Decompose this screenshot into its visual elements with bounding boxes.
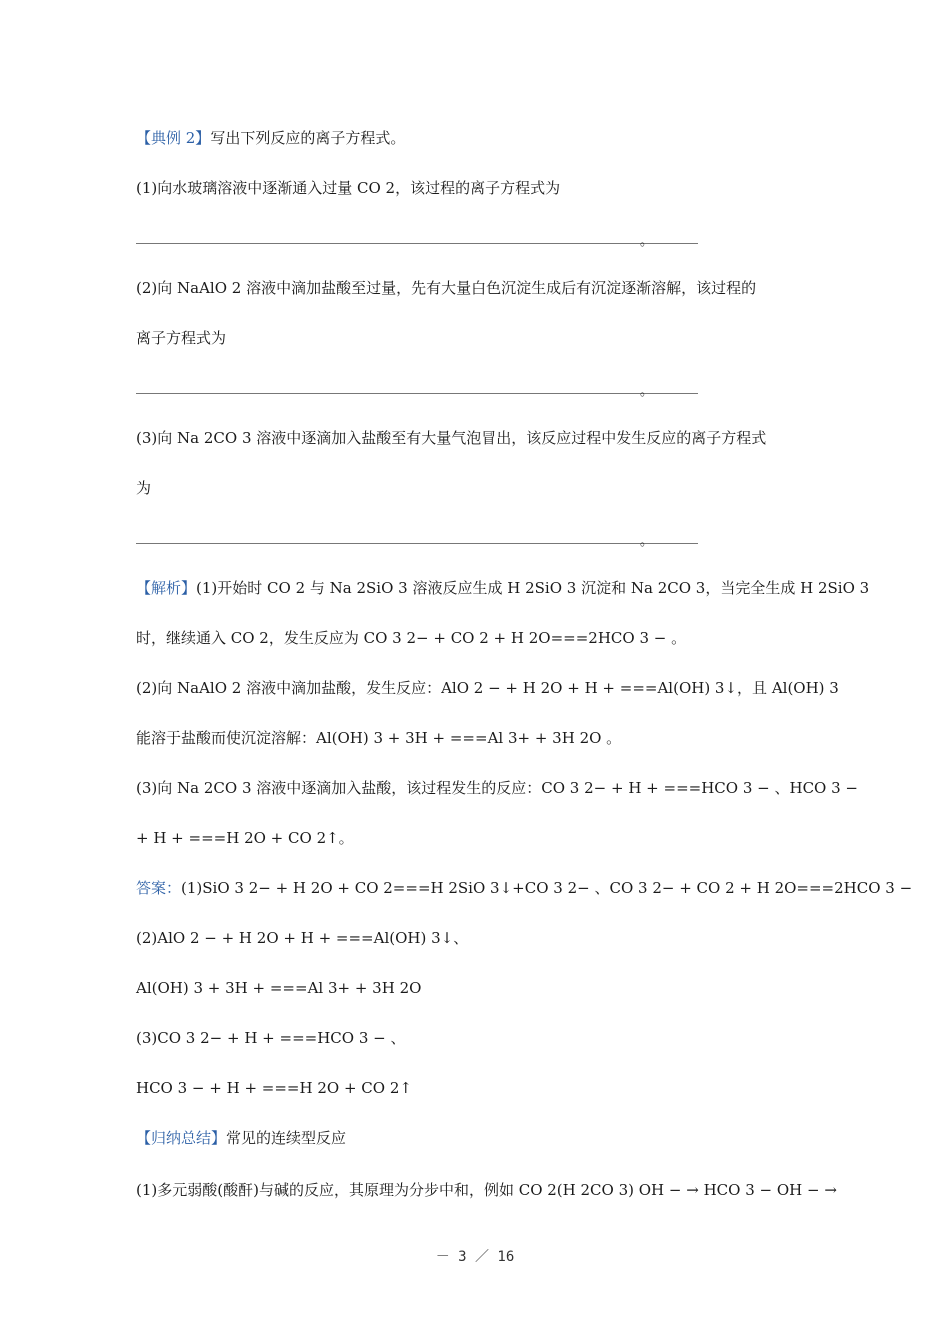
answer-blank-3	[136, 543, 698, 544]
answer-text-1: (1)SiO 3 2− + H 2O + CO 2===H 2SiO 3↓+CO 3 2− 、CO 3 2− + CO 2 + H 2O===2HCO 3 −	[181, 879, 913, 897]
answer-line-2: (2)AlO 2 − + H 2O + H + ===Al(OH) 3↓、	[136, 929, 469, 947]
example-tag: 【典例 2】	[136, 129, 211, 147]
summary-heading	[136, 1128, 346, 1148]
summary-tag: 【归纳总结】	[136, 1129, 227, 1147]
blank-end-3: 。	[640, 534, 654, 549]
question-1: (1)向水玻璃溶液中逐渐通入过量 CO 2，该过程的离子方程式为	[136, 179, 561, 197]
answer-line-1	[136, 878, 912, 898]
answer-tag: 答案：	[136, 879, 182, 897]
analysis-line-6: + H + ===H 2O + CO 2↑。	[136, 829, 354, 847]
example-title: 写出下列反应的离子方程式。	[210, 129, 406, 147]
analysis-line-5: (3)向 Na 2CO 3 溶液中逐滴加入盐酸，该过程发生的反应：CO 3 2− + H + ===HCO 3 − 、HCO 3 −	[136, 779, 858, 797]
analysis-line-4: 能溶于盐酸而使沉淀溶解：Al(OH) 3 + 3H + ===Al 3+ + 3H 2O 。	[136, 729, 622, 747]
question-3a: (3)向 Na 2CO 3 溶液中逐滴加入盐酸至有大量气泡冒出，该反应过程中发生反应的离子方程式	[136, 429, 767, 447]
summary-line-1: (1)多元弱酸(酸酐)与碱的反应，其原理为分步中和，例如 CO 2(H 2CO 3) OH − → HCO 3 − OH − →	[136, 1181, 837, 1199]
blank-end-1: 。	[640, 234, 654, 249]
answer-line-4: (3)CO 3 2− + H + ===HCO 3 − 、	[136, 1029, 406, 1047]
analysis-text-1: (1)开始时 CO 2 与 Na 2SiO 3 溶液反应生成 H 2SiO 3 沉淀和 Na 2CO 3，当完全生成 H 2SiO 3	[196, 579, 870, 597]
analysis-line-1	[136, 578, 869, 598]
summary-title: 常见的连续型反应	[226, 1129, 347, 1147]
analysis-tag: 【解析】	[136, 579, 197, 597]
answer-blank-2	[136, 393, 698, 394]
analysis-line-2: 时，继续通入 CO 2，发生反应为 CO 3 2− + CO 2 + H 2O===2HCO 3 − 。	[136, 629, 687, 647]
blank-end-2: 。	[640, 384, 654, 399]
answer-line-5: HCO 3 − + H + ===H 2O + CO 2↑	[136, 1079, 412, 1097]
question-2a: (2)向 NaAlO 2 溶液中滴加盐酸至过量，先有大量白色沉淀生成后有沉淀逐渐溶解，该过程的	[136, 279, 757, 297]
page-number: － 3 ／ 16	[435, 1249, 515, 1265]
analysis-line-3: (2)向 NaAlO 2 溶液中滴加盐酸，发生反应：AlO 2 − + H 2O + H + ===Al(OH) 3↓，且 Al(OH) 3	[136, 679, 839, 697]
answer-blank-1	[136, 243, 698, 244]
example-heading	[136, 128, 405, 148]
question-2b: 离子方程式为	[136, 329, 227, 347]
question-3b: 为	[136, 479, 152, 497]
answer-line-3: Al(OH) 3 + 3H + ===Al 3+ + 3H 2O	[136, 979, 422, 997]
